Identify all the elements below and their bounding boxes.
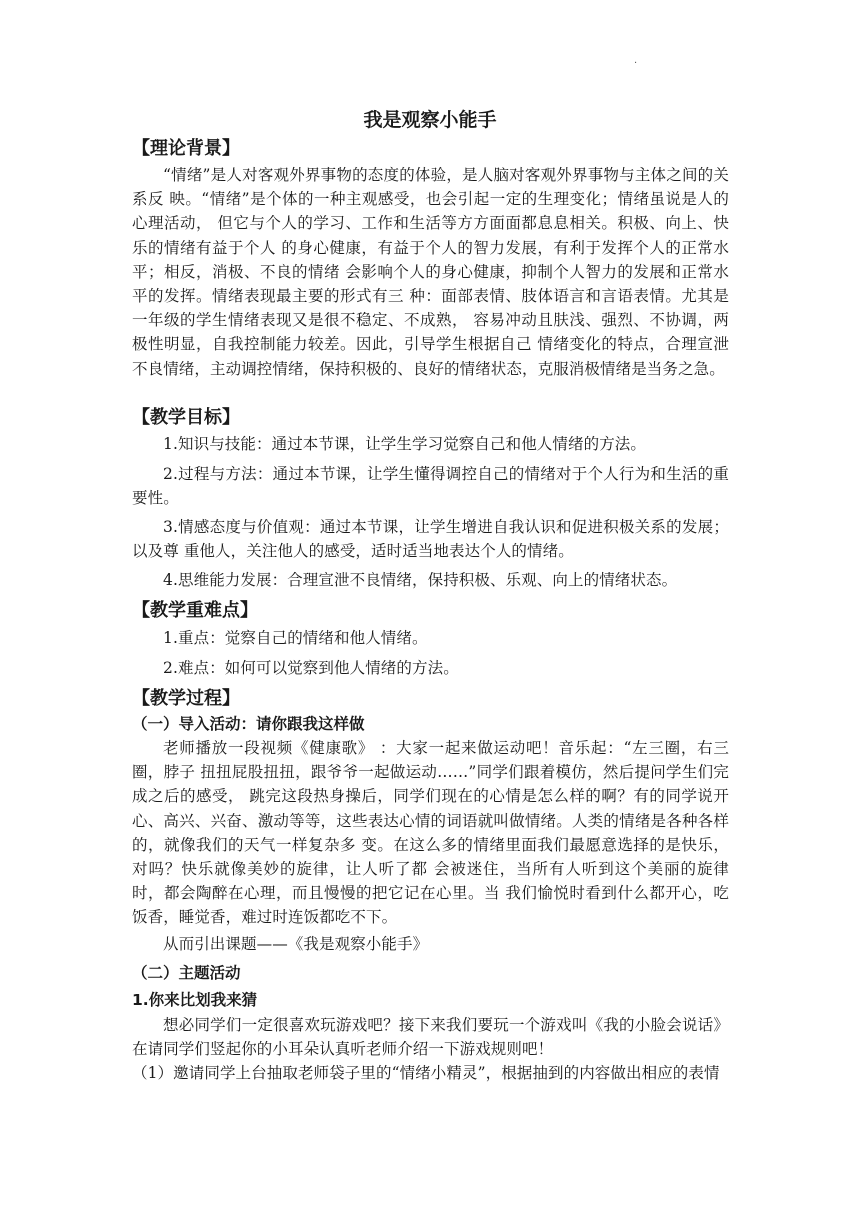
header-mark: ·	[634, 58, 638, 69]
goal-item-4: 4.思维能力发展：合理宣泄不良情绪，保持积极、乐观、向上的情绪状态。	[163, 571, 678, 589]
goal-item-2: 2.过程与方法：通过本节课，让学生懂得调控自己的情绪对于个人行为和生活的重要性。	[132, 465, 729, 508]
goal-item-3: 3.情感态度与价值观：通过本节课，让学生增进自我认识和促进积极关系的发展；以及尊 重他人，关注他人的感受，适时适当地表达个人的情绪。	[132, 518, 729, 561]
step1-heading: （一）导入活动：请你跟我这样做	[132, 715, 365, 733]
activity1-paragraph: 想必同学们一定很喜欢玩游戏吧？接下来我们要玩一个游戏叫《我的小脸会说话》 在请同学们竖起你的小耳朵认真听老师介绍一下游戏规则吧！	[132, 1016, 729, 1059]
goal-item-1: 1.知识与技能：通过本节课，让学生学习觉察自己和他人情绪的方法。	[163, 435, 646, 453]
keypoint-item-1: 1.重点：觉察自己的情绪和他人情绪。	[163, 629, 428, 647]
section-heading-keypoints: 【教学重难点】	[132, 600, 258, 621]
keypoint-item-2: 2.难点：如何可以觉察到他人情绪的方法。	[163, 659, 459, 677]
activity1-rule-1: （1）邀请同学上台抽取老师袋子里的“情绪小精灵”，根据抽到的内容做出相应的表情	[132, 1064, 720, 1082]
step2-heading: （二）主题活动	[132, 964, 241, 982]
activity1-heading: 1.你来比划我来猜	[132, 991, 258, 1009]
document-title: 我是观察小能手	[363, 109, 497, 131]
step1-lead-paragraph: 从而引出课题——《我是观察小能手》	[163, 935, 429, 953]
background-paragraph: “情绪”是人对客观外界事物的态度的体验，是人脑对客观外界事物与主体之间的关系反 映。“情绪”是个体的一种主观感受，也会引起一定的生理变化；情绪虽说是人的心理活动， 但它与个人的学习、工作和生活等方方面面都息息相关。积极、向上、快乐的情绪有益于个人 的身心健康，有益于个人的智力发展，有利于发挥个人的正常水平；相反，消极、不良的情绪 会影响个人的身心健康，抑制个人智力的发展和正常水平的发挥。情绪表现最主要的形式有三 种：面部表情、肢体语言和言语表情。尤其是一年级的学生情绪表现又是很不稳定、不成熟， 容易冲动且肤浅、强烈、不协调，两极性明显，自我控制能力较差。因此，引导学生根据自己 情绪变化的特点，合理宣泄不良情绪，主动调控情绪，保持积极的、良好的情绪状态，克服消极情绪是当务之急。	[132, 166, 729, 378]
step1-paragraph: 老师播放一段视频《健康歌》 ：大家一起来做运动吧！音乐起：“左三圈，右三圈，脖子 扭扭屁股扭扭，跟爷爷一起做运动……”同学们跟着模仿，然后提问学生们完成之后的感受， 跳完这段热身操后，同学们现在的心情是怎么样的啊？有的同学说开心、高兴、兴奋、激动等等，这些表达心情的词语就叫做情绪。人类的情绪是各种各样的，就像我们的天气一样复杂多 变。在这么多的情绪里面我们最愿意选择的是快乐，对吗？快乐就像美妙的旋律，让人听了都 会被迷住，当所有人听到这个美丽的旋律时，都会陶醉在心理，而且慢慢的把它记在心里。当 我们愉悦时看到什么都开心，吃饭香，睡觉香，难过时连饭都吃不下。	[132, 739, 729, 927]
section-heading-process: 【教学过程】	[132, 688, 240, 709]
section-heading-goals: 【教学目标】	[132, 407, 240, 428]
section-heading-background: 【理论背景】	[132, 138, 240, 159]
